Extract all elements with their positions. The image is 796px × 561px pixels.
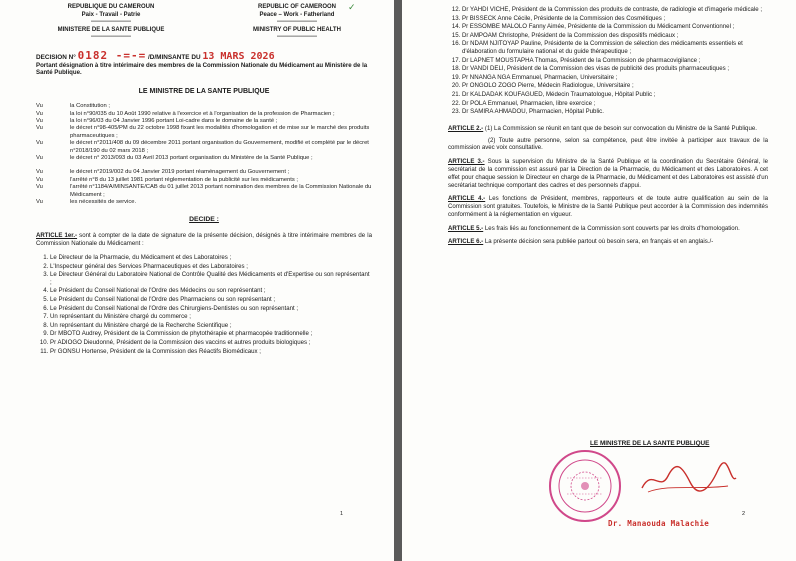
separator: -------------------- xyxy=(91,34,131,40)
visa-text: le décret n°2011/408 du 09 décembre 2011 portant organisation du Gouvernement, modifié et complété par le décret n°2018/190 du 02 mars 2018 ; xyxy=(70,140,369,154)
member-item: 21. Dr KALDADAK KOUFAGUED, Médecin Traumatologue, Hôpital Public ; xyxy=(462,91,768,99)
article-title: ARTICLE 2.- xyxy=(448,124,484,132)
visa-item xyxy=(36,140,372,155)
separator: -------------------- xyxy=(277,19,317,25)
member-item: 14. Pr ESSOMBE MALOLO Fanny Aimée, Présidente de la Commission du Médicament Conventionnel ; xyxy=(462,23,768,31)
vu-label: Vu xyxy=(36,140,43,147)
country-name-fr: REPUBLIQUE DU CAMEROUN xyxy=(67,4,155,10)
member-item: 7. Un représentant du Ministère chargé du commerce ; xyxy=(50,313,372,321)
visa-item xyxy=(36,199,372,206)
member-item: 15. Dr AMPOAM Christophe, Président de la Commission des dispositifs médicaux ; xyxy=(462,32,768,40)
member-item: 5. Le Président du Conseil National de l'Ordre des Pharmaciens ou son représentant ; xyxy=(50,296,372,304)
vu-label: Vu xyxy=(36,176,43,183)
visa-item xyxy=(36,169,372,176)
visa-text: l'arrêté n°8 du 13 juillet 1981 portant réglementation de la publicité sur les médicaments ; xyxy=(70,176,299,183)
article-title: ARTICLE 3.- xyxy=(448,158,485,166)
member-item: 16. Dr NDAM NJITOYAP Pauline, Présidente de la Commission de sélection des médicaments essentiels et d'élaboration du formulaire national et du guide thérapeutique ; xyxy=(462,40,768,55)
member-item: 2. L'Inspecteur général des Services Pharmaceutiques et des Laboratoires ; xyxy=(50,263,372,271)
visa-item xyxy=(36,103,372,110)
vu-label: Vu xyxy=(36,169,43,176)
vu-label: Vu xyxy=(36,154,43,161)
country-name-en: REPUBLIC OF CAMEROON xyxy=(258,4,336,10)
visa-item xyxy=(36,177,372,184)
document-page-2 xyxy=(402,0,796,561)
signatory-name: Dr. Manaouda Malachie xyxy=(608,519,710,528)
member-item: 1. Le Directeur de la Pharmacie, du Médicament et des Laboratoires ; xyxy=(50,254,372,262)
vu-label: Vu xyxy=(36,103,43,110)
article-title: ARTICLE 1er.- xyxy=(36,232,78,240)
motto-fr: Paix - Travail - Patrie xyxy=(81,11,141,18)
minister-title: LE MINISTRE DE LA SANTE PUBLIQUE xyxy=(138,88,270,96)
visa-text: les nécessités de service. xyxy=(70,198,137,205)
letterhead xyxy=(36,4,372,42)
article-text: Les frais liés au fonctionnement de la Commission sont couverts par les droits d'homologation. xyxy=(483,224,740,232)
motto-en: Peace – Work - Fatherland xyxy=(259,11,335,18)
ministry-seal-icon xyxy=(547,448,623,524)
visas-list xyxy=(36,103,372,206)
checkmark-icon: ✓ xyxy=(348,2,356,12)
article-title: ARTICLE 5.- xyxy=(448,224,484,232)
document-page-1 xyxy=(0,0,394,561)
vu-label: Vu xyxy=(36,125,43,132)
member-item: 12. Dr YAHDI VICHE, Président de la Commission des produits de contraste, de radiologie et d'imagerie médicale ; xyxy=(462,6,768,14)
visa-item xyxy=(36,155,372,162)
ministry-name-en: MINISTRY OF PUBLIC HEALTH xyxy=(253,26,341,33)
vu-label: Vu xyxy=(36,184,43,191)
vu-label: Vu xyxy=(36,110,43,117)
decision-reference xyxy=(36,48,372,62)
separator: -------------------- xyxy=(277,34,317,40)
member-item: 9. Dr MBOTO Audrey, Président de la Commission de phytothérapie et pharmacopée traditionnelle ; xyxy=(50,330,372,338)
page-number: 2 xyxy=(742,511,746,517)
vu-label: Vu xyxy=(36,198,43,205)
article-text: La présente décision sera publiée partout où besoin sera, en français et en anglais./- xyxy=(483,238,714,246)
members-list-part-1 xyxy=(36,254,372,355)
article-3 xyxy=(448,158,768,189)
separator: -------------------- xyxy=(91,19,131,25)
member-item: 8. Un représentant du Ministère chargé de la Recherche Scientifique ; xyxy=(50,322,372,330)
article-text: sont à compter de la date de signature de la présente décision, désignés à titre intérimaire membres de la Commission Nationale du Médicament : xyxy=(36,232,372,248)
member-item: 11. Pr GONSU Hortense, Président de la Commission des Réactifs Biomédicaux ; xyxy=(50,348,372,356)
letterhead-french xyxy=(36,4,186,42)
visa-item xyxy=(36,125,372,140)
visa-text: la loi n°96/03 du 04 Janvier 1996 portant Loi-cadre dans le domaine de la santé ; xyxy=(70,117,278,124)
page-number: 1 xyxy=(340,511,344,517)
decision-number-stamp: 0182 -=-= xyxy=(77,48,147,62)
visa-text: le décret n° 2013/093 du 03 Avril 2013 portant organisation du Ministère de la Santé Publique ; xyxy=(70,154,313,161)
vu-label: Vu xyxy=(36,117,43,124)
member-item: 6. Le Président du Conseil National de l'Ordre des Chirurgiens-Dentistes ou son représentant ; xyxy=(50,305,372,313)
visa-item xyxy=(36,118,372,125)
member-item: 17. Dr LAPNET MOUSTAPHA Thomas, Président de la Commission de pharmacovigilance ; xyxy=(462,57,768,65)
article-2 xyxy=(448,125,768,133)
visa-text: la loi n°90/035 du 10 Août 1990 relative à l'exercice et à l'organisation de la profession de Pharmacien ; xyxy=(70,110,335,117)
signature-title: LE MINISTRE DE LA SANTE PUBLIQUE xyxy=(590,440,710,447)
member-item: 23. Dr SAMIRA AHMADOU, Pharmacien, Hôpital Public. xyxy=(462,108,768,116)
decision-date-stamp: 13 MARS 2026 xyxy=(202,50,275,62)
member-item: 19. Pr NNANGA NGA Emmanuel, Pharmacien, Universitaire ; xyxy=(462,74,768,82)
visa-item xyxy=(36,111,372,118)
decide-heading: DECIDE : xyxy=(189,216,219,224)
visa-text: la Constitution ; xyxy=(70,103,110,110)
decision-prefix: DECISION N° xyxy=(36,53,76,61)
handwritten-signature-icon xyxy=(638,462,738,496)
visa-text: l'arrêté n°1184/A/MINSANTE/CAB du 01 juillet 2013 portant nomination des membres de la Commission Nationale du Médicament ; xyxy=(70,184,372,198)
article-title: ARTICLE 6.- xyxy=(448,238,484,246)
member-item: 20. Pr ONGOLO ZOGO Pierre, Médecin Radiologue, Universitaire ; xyxy=(462,82,768,90)
member-item: 13. Pr BISSECK Anne Cécile, Présidente de la Commission des Cosmétiques ; xyxy=(462,15,768,23)
visa-item xyxy=(36,184,372,199)
ministry-name-fr: MINISTERE DE LA SANTE PUBLIQUE xyxy=(57,26,165,33)
member-item: 4. Le Président du Conseil National de l'Ordre des Médecins ou son représentant ; xyxy=(50,287,372,295)
member-item: 3. Le Directeur Général du Laboratoire National de Contrôle Qualité des Médicaments et d'Expertise ou son représentant ; xyxy=(50,271,372,286)
visa-text: le décret n°2019/002 du 04 Janvier 2019 portant réaménagement du Gouvernement ; xyxy=(70,169,290,176)
article-6 xyxy=(448,238,768,246)
article-text: Sous la supervision du Ministre de la Santé Publique et la coordination du Secrétaire Général, le secrétariat de la commission est assuré par la Direction de la Pharmacie, du Médicament et des Laboratoires. A cet effet pour chaque session le Directeur en charge de la Pharmacie, du Médicament et des Laboratoires est assisté d'un secrétariat technique comportant des cadres et des personnels d'appui. xyxy=(448,158,768,189)
article-text: Les fonctions de Président, membres, rapporteurs et de toute autre qualification au sein de la Commission sont gratuites. Toutefois, le Ministre de la Santé Publique peut accorder à la Commission des indemnités conformément à la réglementation en vigueur. xyxy=(448,195,768,218)
article-title: ARTICLE 4.- xyxy=(448,195,486,203)
article-text: (1) La Commission se réunit en tant que de besoin sur convocation du Ministre de la Santé Publique. xyxy=(483,124,757,132)
decision-mid: /D/MINSANTE DU xyxy=(148,53,201,61)
article-2-para-2: (2) Toute autre personne, selon sa compétence, peut être invitée à participer aux travaux de la commission avec voix consultative. xyxy=(448,136,768,152)
member-item: 10. Pr ADIOGO Dieudonné, Président de la Commission des vaccins et autres produits biologiques ; xyxy=(50,339,372,347)
member-item: 22. Dr POLA Emmanuel, Pharmacien, libre exercice ; xyxy=(462,100,768,108)
member-item: 18. Dr VANDI DELI, Président de la Commission des visas de publicité des produits pharmaceutiques ; xyxy=(462,65,768,73)
article-5 xyxy=(448,225,768,233)
members-list-part-2 xyxy=(448,6,768,116)
visa-text: le décret n°98-405/PM du 22 octobre 1998 fixant les modalités d'homologation et de mise sur le marché des produits pharmaceutiques ; xyxy=(70,125,370,139)
article-4 xyxy=(448,195,768,218)
article-1 xyxy=(36,232,372,248)
decision-subject: Portant désignation à titre intérimaire des membres de la Commission Nationale du Médicament au Ministère de la Santé Publique. xyxy=(36,61,368,76)
